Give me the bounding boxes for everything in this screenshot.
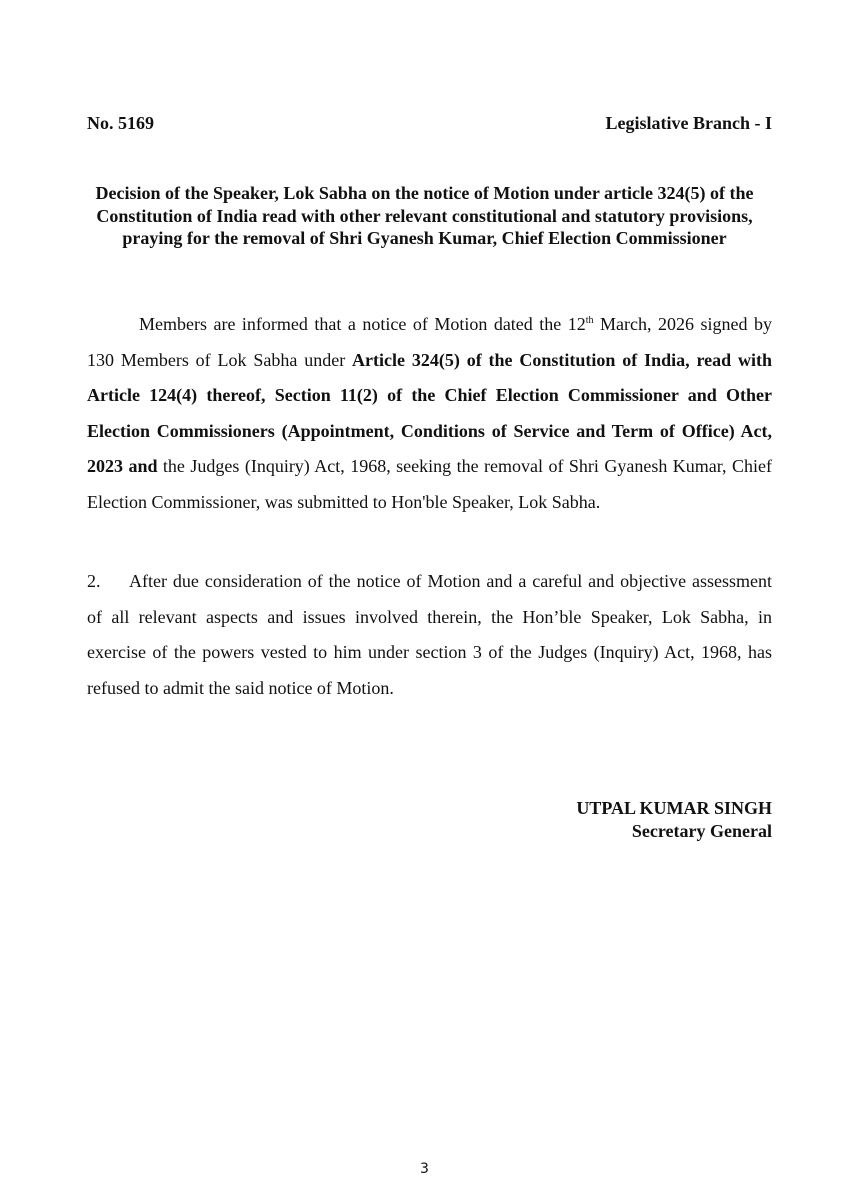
para2-text: After due consideration of the notice of Motion and a careful and objective assessment of all relevant aspects and issues involved therein, the Hon’ble Speaker, Lok Sabha, in exercise of the powers vested to him under section 3 of the Judges (Inquiry) Act, 1968, has refused to admit the said notice of Motion. [87, 571, 772, 698]
para2-number: 2. [87, 571, 101, 591]
notice-number: No. 5169 [87, 113, 154, 133]
para1-text-1: Members are informed that a notice of Motion dated the 12 [139, 314, 586, 334]
page-number: 3 [420, 1161, 429, 1177]
signature-block [576, 797, 772, 843]
document-title: Decision of the Speaker, Lok Sabha on the notice of Motion under article 324(5) of the Constitution of India read with other relevant constitutional and statutory provisions, praying for the removal of Shri Gyanesh Kumar, Chief Election Commissioner [95, 183, 754, 248]
paragraph-2 [87, 564, 772, 706]
para1-text-3: the Judges (Inquiry) Act, 1968, seeking the removal of Shri Gyanesh Kumar, Chief Election Commissioner, was submitted to Hon'ble Speaker, Lok Sabha. [87, 456, 772, 512]
signatory-name: UTPAL KUMAR SINGH [576, 798, 772, 818]
para1-superscript: th [585, 315, 594, 326]
para1-bold-text: Article 324(5) of the Constitution of India, read with Article 124(4) thereof, Section 11(2) of the Chief Election Commissioner and Other Election Commissioners (Appointment, Conditions of Service and Term of Office) Act, 2023 and [87, 349, 772, 476]
para1-text-2: March, 2026 signed by 130 Members of Lok Sabha under [87, 314, 772, 370]
signatory-designation: Secretary General [631, 821, 772, 841]
paragraph-1 [87, 307, 772, 520]
document-header [87, 113, 772, 134]
branch-name: Legislative Branch - I [605, 113, 772, 133]
